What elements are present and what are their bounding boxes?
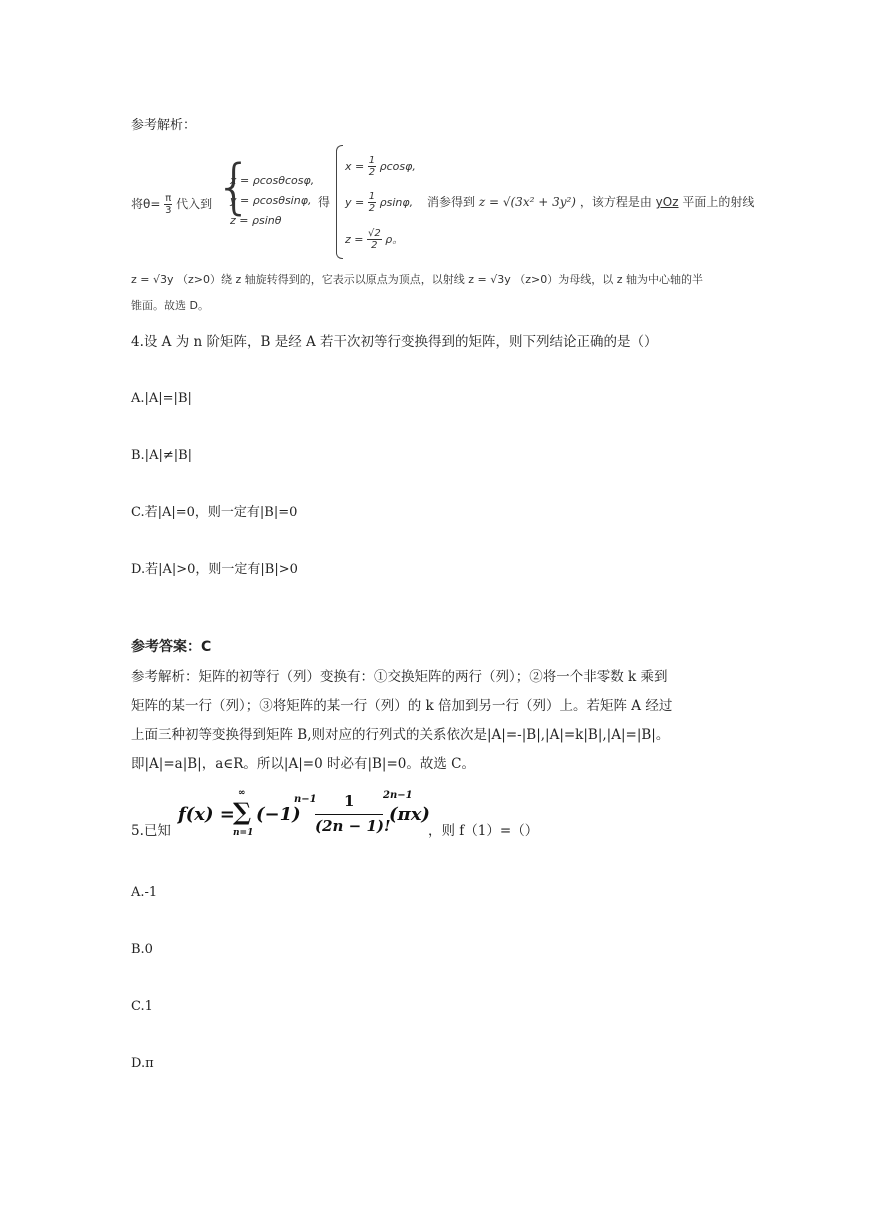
sum-top: ∞ (238, 788, 246, 798)
sys2-y-post: ρsinφ, (379, 195, 414, 209)
sys2-y-pre: y = (345, 195, 365, 209)
q5-suffix: ，则 f（1）=（） (428, 823, 539, 839)
q4-option-d: D.若|A|>0，则一定有|B|>0 (131, 562, 298, 577)
result-tail: ，该方程是由 (579, 195, 652, 209)
system-2 (345, 149, 416, 257)
sys1-y: y = ρcosθsinφ, (230, 194, 312, 207)
q4-answer: 参考答案：C (131, 639, 212, 655)
pi-over-3 (164, 193, 172, 216)
sys2-z-pre: z = (345, 232, 364, 246)
sqrt2-den: 2 (371, 239, 378, 251)
sys1-z: z = ρsinθ (230, 214, 282, 227)
half-frac-y (368, 191, 376, 214)
q4-analysis-line-2: 矩阵的某一行（列）；③将矩阵的某一行（列）的 k 倍加到另一行（列）上。若矩阵 A 经过 (131, 698, 673, 714)
frac-bar (315, 814, 383, 815)
question-4: 4.设 A 为 n 阶矩阵，B 是经 A 若干次初等行变换得到的矩阵，则下列结论正确的是（） (131, 334, 658, 350)
neg-one-exp: n−1 (294, 794, 317, 805)
left-brace-2 (336, 145, 343, 259)
half-den: 2 (368, 166, 376, 178)
q4-option-a: A.|A|=|B| (131, 391, 192, 406)
q4-analysis (131, 663, 672, 779)
cone-equation: z = √(3x² + 3y²) (478, 195, 576, 209)
sys2-x-row (345, 149, 416, 183)
eliminate-label: 消参得到 (427, 195, 476, 209)
sys1-x: x = ρcosθcosφ, (230, 174, 315, 187)
q5-formula (178, 788, 430, 846)
sys2-x-post: ρcosφ, (379, 159, 416, 173)
pi-num: π (165, 193, 172, 204)
sum-bottom: n=1 (233, 828, 254, 838)
q5-option-b: B.0 (131, 942, 153, 957)
substitute-label: 代入到 (176, 197, 213, 211)
q4-analysis-line-3: 上面三种初等变换得到矩阵 B,则对应的行列式的关系依次是|A|=-|B|,|A|=k|B|,|A|=|B|。 (131, 727, 670, 743)
theta-label: 将θ= (131, 197, 161, 211)
analysis-line-2: z = √3y （z>0）绕 z 轴旋转得到的，它表示以原点为顶点，以射线 z = √3y （z>0）为母线，以 z 轴为中心轴的半 (131, 273, 704, 286)
half-den: 2 (368, 202, 376, 214)
q4-analysis-line-1: 参考解析：矩阵的初等行（列）变换有：①交换矩阵的两行（列）；②将一个非零数 k 乘到 (131, 669, 668, 685)
pix-exponent: 2n−1 (383, 790, 413, 801)
q4-analysis-line-4: 即|A|=a|B|，a∈R。所以|A|=0 时必有|B|=0。故选 C。 (131, 756, 476, 772)
neg-one: (−1) (256, 804, 301, 825)
half-frac-x (368, 155, 376, 178)
sys2-y-row (345, 183, 416, 221)
de-label: 得 (318, 195, 331, 209)
yoz-plane: yOz (655, 195, 679, 209)
sys2-x-pre: x = (345, 159, 365, 173)
analysis-heading: 参考解析： (131, 118, 197, 133)
plane-tail: 平面上的射线 (682, 195, 755, 209)
pix: (πx) (389, 804, 430, 825)
sqrt2-num: √2 (368, 227, 381, 239)
analysis-equation-block (131, 145, 771, 260)
three-den: 3 (165, 205, 172, 216)
analysis-line-3: 锥面。故选 D。 (131, 299, 209, 312)
sys2-z-row (345, 221, 416, 257)
eliminate-result (427, 193, 754, 210)
q4-option-b: B.|A|≠|B| (131, 448, 193, 463)
sys2-z-post: ρ。 (385, 233, 404, 246)
q4-option-c: C.若|A|=0，则一定有|B|=0 (131, 505, 298, 520)
left-brace-1: { (215, 152, 254, 222)
q5-prefix: 5.已知 (131, 823, 171, 839)
formula-f: f(x) = (178, 804, 235, 825)
frac-den: (2n − 1)! (315, 817, 391, 835)
q5-option-a: A.-1 (131, 885, 158, 900)
frac-num: 1 (344, 792, 355, 810)
half-num: 1 (368, 190, 376, 202)
sum-sign: ∑ (233, 797, 252, 826)
half-num: 1 (368, 154, 376, 166)
system-1 (230, 171, 314, 231)
q5-option-c: C.1 (131, 999, 153, 1014)
q5-option-d: D.π (131, 1056, 154, 1071)
sqrt2-frac (367, 228, 382, 251)
theta-prefix (131, 193, 212, 216)
